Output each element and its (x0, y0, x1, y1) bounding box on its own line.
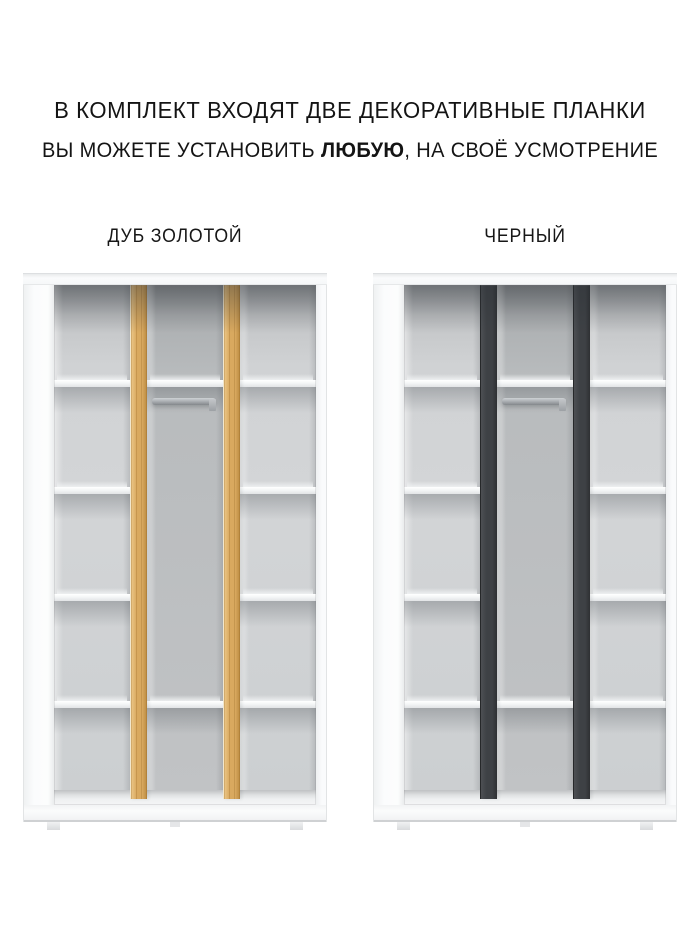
right-column (590, 285, 666, 790)
subtitle-suffix: , НА СВОЁ УСМОТРЕНИЕ (404, 138, 659, 162)
shelf (54, 594, 130, 601)
left-column (404, 285, 480, 790)
wardrobe-interior (54, 285, 316, 805)
wardrobe-base (24, 805, 326, 822)
wardrobe-golden-oak (23, 273, 327, 833)
shelf (404, 594, 480, 601)
wardrobe-top-panel (373, 273, 677, 285)
clothes-rail (152, 398, 216, 405)
wardrobe-left-side-panel (23, 274, 54, 822)
shelf (54, 701, 130, 708)
middle-column (497, 285, 573, 790)
shelf (240, 594, 316, 601)
shelf (54, 487, 130, 494)
shelf (497, 380, 573, 387)
decorative-strip-left (480, 285, 497, 799)
headline (0, 97, 700, 163)
wardrobe-black (373, 273, 677, 833)
wardrobe-right-side-panel (316, 274, 327, 822)
wardrobe-left-side-panel (373, 274, 404, 822)
shelf (590, 487, 666, 494)
variant-label-black: ЧЕРНЫЙ (484, 226, 566, 247)
shelf (147, 701, 223, 708)
decorative-strip-right (223, 285, 240, 799)
wardrobe-right-side-panel (666, 274, 677, 822)
headline-subtitle (25, 138, 676, 163)
shelf (590, 701, 666, 708)
shelf (404, 487, 480, 494)
wardrobe-foot (520, 822, 530, 827)
shelf (240, 487, 316, 494)
shelf (240, 380, 316, 387)
wardrobe-floor (54, 790, 316, 805)
shelf (54, 380, 130, 387)
wardrobe-foot (397, 822, 410, 830)
shelf (240, 701, 316, 708)
shelf (590, 380, 666, 387)
wardrobe-top-panel (23, 273, 327, 285)
wardrobe-interior (404, 285, 666, 805)
shelf (404, 380, 480, 387)
wardrobe-foot (170, 822, 180, 827)
wardrobe-floor (404, 790, 666, 805)
shelf (497, 701, 573, 708)
subtitle-prefix: ВЫ МОЖЕТЕ УСТАНОВИТЬ (41, 138, 321, 162)
middle-column (147, 285, 223, 790)
wardrobe-foot (640, 822, 653, 830)
shelf (590, 594, 666, 601)
shelf (404, 701, 480, 708)
headline-title: В КОМПЛЕКТ ВХОДЯТ ДВЕ ДЕКОРАТИВНЫЕ ПЛАНКИ (54, 97, 646, 123)
right-column (240, 285, 316, 790)
variant-label-golden-oak: ДУБ ЗОЛОТОЙ (107, 226, 243, 247)
decorative-strip-right (573, 285, 590, 799)
decorative-strip-left (130, 285, 147, 799)
subtitle-emphasis: ЛЮБУЮ (320, 138, 405, 162)
wardrobe-foot (47, 822, 60, 830)
wardrobe-foot (290, 822, 303, 830)
left-column (54, 285, 130, 790)
clothes-rail (502, 398, 566, 405)
shelf (147, 380, 223, 387)
wardrobe-base (374, 805, 676, 822)
